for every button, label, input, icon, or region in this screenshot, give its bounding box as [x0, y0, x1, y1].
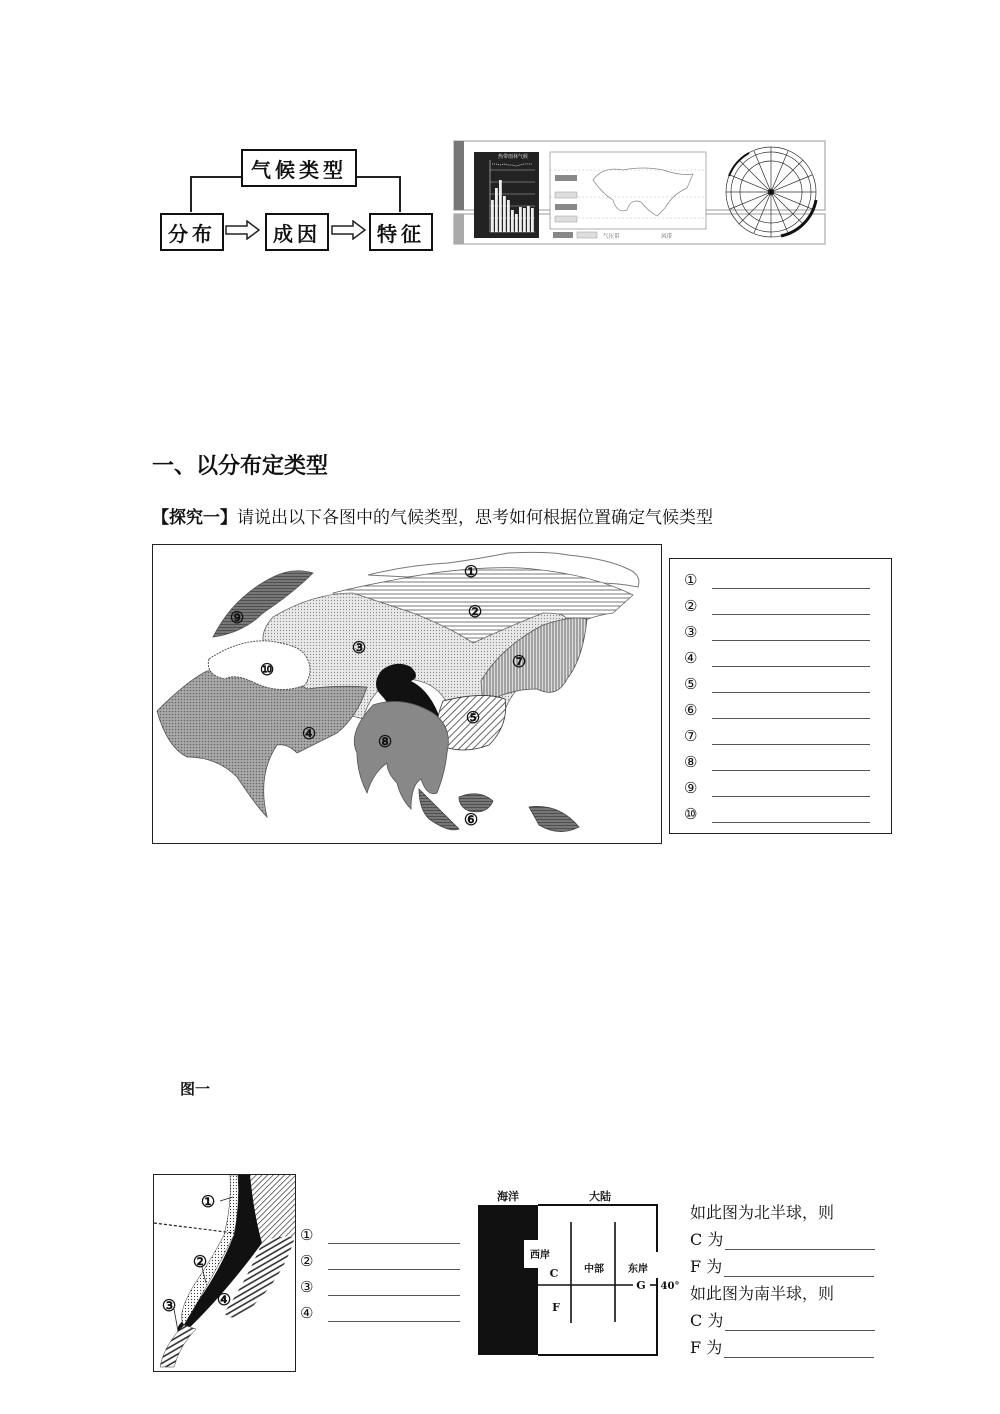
map-label-9: ⑨: [229, 608, 245, 627]
land-label: 大陆: [589, 1190, 611, 1203]
f-label: F: [552, 1301, 560, 1314]
map-label-5: ⑤: [465, 708, 481, 727]
inquiry-text: 请说出以下各图中的气候类型，思考如何根据位置确定气候类型: [237, 508, 713, 528]
south-hemisphere-question: 如此图为南半球，则: [690, 1284, 835, 1303]
connector-line: [190, 176, 192, 212]
answer-row: ③: [684, 623, 870, 641]
map2-label-3: ③: [161, 1296, 177, 1315]
answer-blank[interactable]: [328, 1229, 460, 1244]
east-coast-label: 东岸: [628, 1264, 648, 1275]
map-label-7: ⑦: [511, 652, 527, 671]
answer-row: ⑥: [684, 701, 870, 719]
connector-line: [355, 176, 401, 178]
map-label-3: ③: [351, 638, 367, 657]
ocean-label: 海洋: [497, 1190, 519, 1203]
coast-climate-map: [153, 1174, 296, 1372]
answer-row: ①: [684, 571, 870, 589]
map-label-10: ⑩: [259, 660, 275, 679]
map2-label-1: ①: [200, 1192, 216, 1211]
answer-row: ⑨: [684, 779, 870, 797]
answer-row: ④: [684, 649, 870, 667]
north-c-blank[interactable]: [725, 1233, 875, 1250]
west-coast-label: 西岸: [530, 1250, 550, 1261]
south-f-blank[interactable]: [724, 1341, 874, 1358]
map2-label-2: ②: [192, 1252, 208, 1271]
c-label: C: [549, 1267, 559, 1280]
north-f-blank[interactable]: [724, 1260, 874, 1277]
g-label: G: [636, 1279, 646, 1292]
distribution-box: 分布: [160, 213, 224, 251]
map-label-1: ①: [463, 562, 479, 581]
answer-blank[interactable]: [712, 626, 870, 641]
answer-blank[interactable]: [712, 704, 870, 719]
answer-row: ⑩: [684, 805, 870, 823]
latitude-label: 40°: [660, 1281, 680, 1292]
climate-type-box: 气候类型: [241, 149, 357, 187]
answer-blank[interactable]: [712, 808, 870, 823]
answer-blank[interactable]: [328, 1281, 460, 1296]
inquiry-tag: 【探究一】: [152, 508, 237, 528]
answer-row: ②: [684, 597, 870, 615]
north-f-row: F 为: [690, 1254, 874, 1277]
map-label-8: ⑧: [377, 732, 393, 751]
svg-text:气压带: 气压带: [603, 234, 620, 240]
eurasia-climate-map: [152, 544, 662, 844]
answer-row: ⑤: [684, 675, 870, 693]
answer-box-1: [669, 558, 892, 834]
figure-caption: 图一: [180, 1080, 211, 1098]
inquiry-prompt: [152, 503, 713, 528]
answer-blank[interactable]: [712, 574, 870, 589]
answer-blank[interactable]: [712, 730, 870, 745]
map-label-6: ⑥: [463, 810, 479, 829]
arrow-right-icon: [331, 220, 367, 240]
center-label: 中部: [584, 1264, 604, 1275]
answer-blank[interactable]: [712, 678, 870, 693]
svg-text:风带: 风带: [661, 234, 673, 240]
north-hemisphere-question: 如此图为北半球，则: [690, 1203, 835, 1222]
answer-row: ⑧: [684, 753, 870, 771]
climate-banner: [453, 140, 826, 246]
model-continent-diagram: [470, 1180, 690, 1360]
answer-row: ④: [300, 1304, 460, 1322]
answer-blank[interactable]: [328, 1255, 460, 1270]
answer-row: ⑦: [684, 727, 870, 745]
answer-row: ①: [300, 1226, 460, 1244]
map-label-4: ④: [301, 724, 317, 743]
answer-blank[interactable]: [328, 1307, 460, 1322]
feature-box: 特征: [369, 213, 433, 251]
cause-box: 成因: [265, 213, 329, 251]
map-label-2: ②: [467, 602, 483, 621]
arrow-right-icon: [225, 220, 261, 240]
connector-line: [399, 176, 401, 212]
answer-blank[interactable]: [712, 756, 870, 771]
map2-label-4: ④: [216, 1290, 232, 1309]
answer-row: ②: [300, 1252, 460, 1270]
svg-text:热带雨林气候: 热带雨林气候: [497, 154, 529, 160]
section-heading: 一、以分布定类型: [152, 454, 329, 479]
north-c-row: C 为: [690, 1227, 875, 1250]
south-c-blank[interactable]: [725, 1314, 875, 1331]
answer-blank[interactable]: [712, 600, 870, 615]
answer-row: ③: [300, 1278, 460, 1296]
south-f-row: F 为: [690, 1335, 874, 1358]
connector-line: [190, 176, 242, 178]
answer-blank[interactable]: [712, 782, 870, 797]
answer-blank[interactable]: [712, 652, 870, 667]
south-c-row: C 为: [690, 1308, 875, 1331]
